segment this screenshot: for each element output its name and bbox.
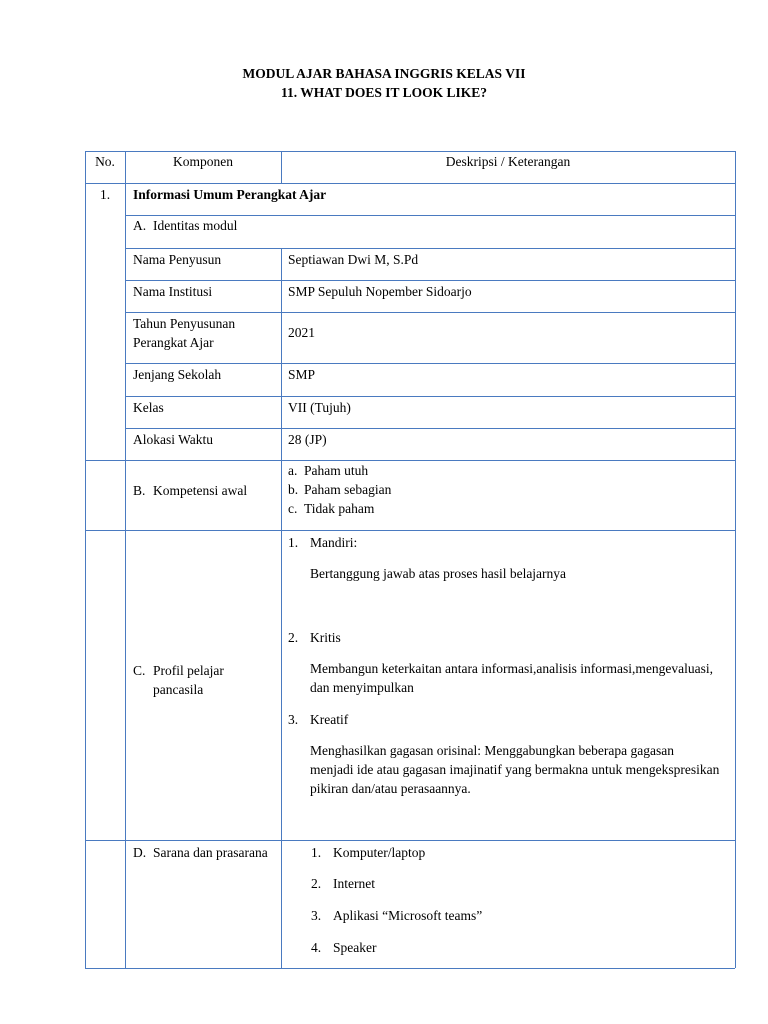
list-item: a. Paham utuh	[288, 463, 369, 478]
list-item: 1. Komputer/laptop	[311, 845, 426, 860]
row-number: 1.	[99, 187, 111, 202]
identity-label: Alokasi Waktu	[133, 432, 214, 447]
module-subtitle: 11. WHAT DOES IT LOOK LIKE?	[280, 85, 488, 100]
profile-item-desc: Membangun keterkaitan antara informasi,analisis informasi,mengevaluasi, dan menyimpulkan	[310, 661, 713, 695]
section-title: Informasi Umum Perangkat Ajar	[133, 187, 327, 202]
identity-label: Nama Institusi	[133, 284, 213, 299]
identity-value: VII (Tujuh)	[288, 400, 351, 415]
identity-label: Jenjang Sekolah	[133, 367, 222, 382]
list-item: 3. Aplikasi “Microsoft teams”	[311, 908, 483, 923]
identity-label: Kelas	[133, 400, 164, 415]
document-title: MODUL AJAR BAHASA INGGRIS KELAS VII	[242, 66, 526, 81]
column-header-komponen: Komponen	[173, 154, 233, 169]
sub-b-heading: B. Kompetensi awal	[133, 483, 248, 498]
column-header-deskripsi: Deskripsi / Keterangan	[445, 154, 571, 169]
profile-item-title: 1. Mandiri:	[288, 535, 358, 550]
list-item: c. Tidak paham	[288, 501, 375, 516]
identity-value: 2021	[288, 325, 315, 340]
identity-value: SMP	[288, 367, 316, 382]
profile-item-desc: Menghasilkan gagasan orisinal: Menggabungkan beberapa gagasan menjadi ide atau gagasan imajinatif yang bermakna untuk mengekspresikan pikiran dan/atau perasaannya.	[310, 743, 720, 796]
sub-d-heading: D. Sarana dan prasarana	[133, 845, 268, 860]
competence-list	[288, 461, 391, 518]
list-item: 2. Internet	[311, 876, 375, 891]
list-item: 4. Speaker	[311, 940, 377, 955]
profile-item-desc: Bertanggung jawab atas proses hasil belajarnya	[310, 566, 567, 581]
identity-label: Tahun Penyusunan Perangkat Ajar	[133, 316, 236, 350]
sub-c-heading: C. Profil pelajar pancasila	[133, 663, 224, 697]
identity-value: SMP Sepuluh Nopember Sidoarjo	[288, 284, 472, 299]
list-item: b. Paham sebagian	[288, 482, 392, 497]
profile-item-title: 3. Kreatif	[288, 712, 349, 727]
identity-value: 28 (JP)	[288, 432, 327, 447]
sub-a-heading: A. Identitas modul	[133, 218, 238, 233]
profile-item-title: 2. Kritis	[288, 630, 341, 645]
column-header-no: No.	[95, 154, 115, 169]
identity-value: Septiawan Dwi M, S.Pd	[288, 252, 419, 267]
identity-label: Nama Penyusun	[133, 252, 222, 267]
